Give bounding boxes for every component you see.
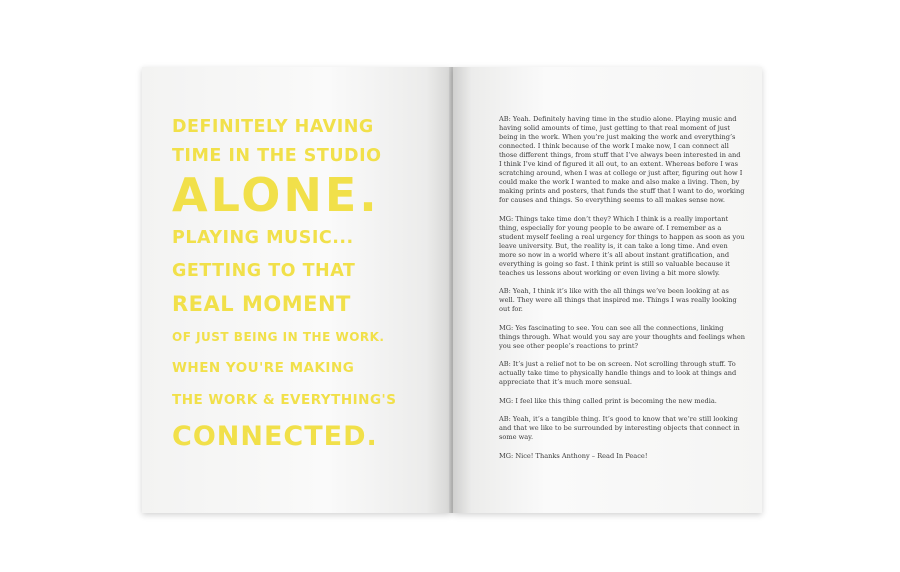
interview-paragraph: AB: Yeah, I think it’s like with the all things we’ve been looking at as well. They were all things that inspired me. Things I was really looking out for. (499, 287, 737, 313)
interview-paragraph: AB: It’s just a relief not to be on screen. Not scrolling through stuff. To actually take time to physically handle things and to look at things and appreciate that it’s much more sensual. (499, 360, 737, 386)
quote-line: OF JUST BEING IN THE WORK. (172, 330, 385, 344)
interview-paragraph: AB: Yeah. Definitely having time in the studio alone. Playing music and having solid amounts of time, just getting to that real moment of just being in the work. When you’re just making the work and everything’s connected. I think because of the work I make now, I can connect all those different things, from stuff that I’ve always been interested in and I think I’ve kind of figured it all out, to an extent. Whereas before I was scratching around, when I was at college or just after, figuring out how I could make the work I wanted to make and also make a living. Then, by making prints and posters, that funds the stuff that I want to do, working for causes and things. So everything seems to all makes sense now. (499, 115, 745, 204)
left-page (142, 67, 451, 513)
quote-line: CONNECTED. (172, 421, 378, 452)
interview-paragraph: MG: Yes fascinating to see. You can see all the connections, linking things through. What would you say are your thoughts and feelings when you see other people’s reactions to print? (499, 323, 745, 350)
quote-line: ALONE. (172, 169, 380, 221)
magazine-spread (142, 67, 762, 513)
quote-line: WHEN YOU'RE MAKING (172, 360, 355, 376)
pull-quote (172, 111, 434, 457)
quote-line: REAL MOMENT (172, 292, 351, 316)
right-page (453, 67, 762, 513)
quote-line: THE WORK & EVERYTHING'S (172, 392, 397, 408)
interview-paragraph: AB: Yeah, it’s a tangible thing. It’s good to know that we’re still looking and that we like to be surrounded by interesting objects that connect in some way. (499, 415, 740, 441)
interview-paragraph: MG: I feel like this thing called print is becoming the new media. (499, 396, 717, 405)
quote-line: PLAYING MUSIC... (172, 228, 354, 248)
interview-text (499, 115, 745, 470)
quote-line: DEFINITELY HAVING (172, 117, 374, 137)
interview-paragraph: MG: Nice! Thanks Anthony – Read In Peace! (499, 451, 648, 460)
quote-line: TIME IN THE STUDIO (172, 146, 382, 166)
interview-paragraph: MG: Things take time don’t they? Which I think is a really important thing, especially for young people to be aware of. I remember as a student myself feeling a real urgency for things to happen as soon as you leave university. But, the reality is, it can take a long time. And even more so now in a world where it’s all about instant gratification, and everything is going so fast. I think print is still so valuable because it teaches us lessons about working or even living a bit more slowly. (499, 214, 745, 277)
quote-line: GETTING TO THAT (172, 261, 356, 281)
